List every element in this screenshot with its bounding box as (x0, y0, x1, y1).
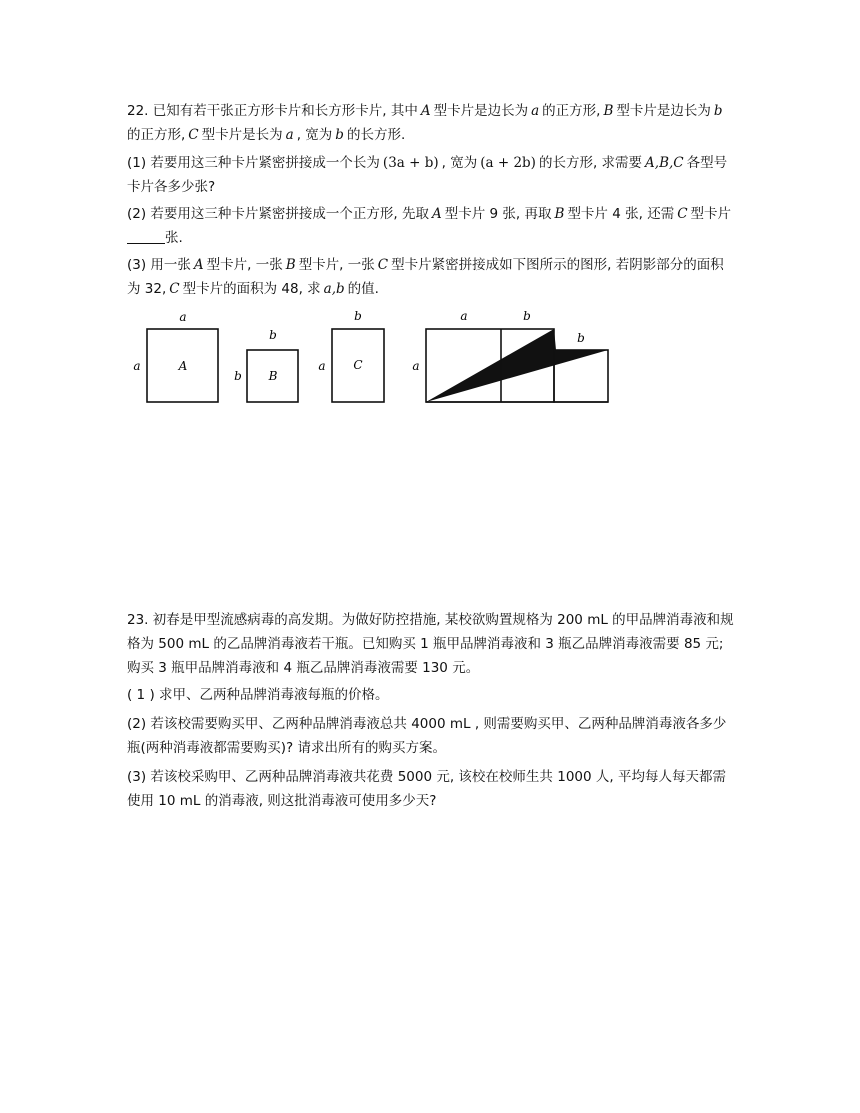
composite-right-b-label: b (577, 331, 585, 345)
text-segment: (2) 若要用这三种卡片紧密拼接成一个正方形, 先取 (127, 206, 429, 222)
math-variable: B (285, 257, 296, 273)
text-segment: 型卡片 (690, 206, 732, 222)
math-variable: A,B,C (645, 155, 684, 171)
text-segment: 型卡片 4 张, 还需 (567, 206, 675, 222)
text-segment: 的正方形, (127, 127, 186, 143)
card-c (318, 309, 384, 402)
math-variable: A (420, 103, 431, 119)
text-segment: 各型号卡片各多少张? (127, 155, 728, 195)
text-segment: 的值. (347, 281, 379, 297)
text-segment: 型卡片是边长为 (616, 103, 711, 119)
composite-top-b-label: b (523, 309, 531, 323)
math-variable: C (169, 281, 180, 297)
composite-top-a-label: a (460, 309, 468, 323)
math-variable: a,b (323, 281, 345, 297)
card-b-center-label: B (268, 369, 278, 383)
card-c-left-label: a (318, 359, 326, 373)
math-variable: b (335, 127, 344, 143)
text-segment: , 宽为 (441, 155, 478, 171)
text-segment: , 宽为 (296, 127, 333, 143)
text-segment: (1) 若要用这三种卡片紧密拼接成一个长为 (127, 155, 380, 171)
math-variable: B (554, 206, 565, 222)
card-a (133, 310, 218, 402)
text-segment: 的长方形, 求需要 (538, 155, 643, 171)
text-segment: 张. (165, 230, 183, 246)
math-variable: A (432, 206, 442, 222)
q22-part1 (127, 151, 737, 199)
math-variable: b (713, 103, 723, 119)
text-segment: 型卡片的面积为 48, 求 (182, 281, 321, 297)
text-segment: 22. 已知有若干张正方形卡片和长方形卡片, 其中 (127, 103, 418, 119)
q23-part3: (3) 若该校采购甲、乙两种品牌消毒液共花费 5000 元, 该校在校师生共 1000 人, 平均每人每天都需使用 10 mL 的消毒液, 则这批消毒液可使用多少天? (127, 769, 726, 809)
card-b (234, 328, 298, 402)
q22-part3 (127, 253, 737, 301)
composite-left-a-label: a (412, 359, 420, 373)
q22-part2 (127, 202, 737, 250)
text-segment: (3) 用一张 (127, 257, 191, 273)
text-segment: 型卡片紧密拼接成如下图所示的图形, 若阴影部分的面积为 32, (127, 257, 724, 297)
text-segment: 型卡片, 一张 (298, 257, 375, 273)
math-expression: (a + 2b) (480, 155, 536, 171)
text-segment: 型卡片是长为 (201, 127, 283, 143)
text-segment: 的正方形, (542, 103, 601, 119)
q23-part2: (2) 若该校需要购买甲、乙两种品牌消毒液总共 4000 mL , 则需要购买甲、乙两种品牌消毒液各多少瓶(两种消毒液都需要购买)? 请求出所有的购买方案。 (127, 716, 727, 756)
math-variable: C (377, 257, 389, 273)
math-expression: (3a + b) (382, 155, 439, 171)
card-b-top-label: b (269, 328, 277, 342)
q22-figure (0, 308, 860, 418)
math-variable: C (677, 206, 688, 222)
composite-figure (412, 309, 608, 402)
math-variable: A (193, 257, 204, 273)
q23-stem: 23. 初春是甲型流感病毒的高发期。为做好防控措施, 某校欲购置规格为 200 mL 的甲品牌消毒液和规格为 500 mL 的乙品牌消毒液若干瓶。已知购买 1 瓶甲品牌消毒液和 3 瓶乙品牌消毒液需要 85 元; 购买 3 瓶甲品牌消毒液和 4 瓶乙品牌消毒液需要 130 元。 (127, 612, 734, 676)
math-variable: a (285, 127, 294, 143)
card-c-top-label: b (354, 309, 362, 323)
card-c-center-label: C (353, 358, 363, 372)
text-segment: 型卡片是边长为 (433, 103, 529, 119)
q23-part1: ( 1 ) 求甲、乙两种品牌消毒液每瓶的价格。 (127, 687, 389, 703)
card-a-center-label: A (178, 359, 188, 373)
math-variable: C (188, 127, 199, 143)
text-segment: 的长方形. (346, 127, 406, 143)
card-b-left-label: b (234, 369, 242, 383)
math-variable: a (531, 103, 540, 119)
text-segment: 型卡片 9 张, 再取 (444, 206, 552, 222)
card-a-top-label: a (179, 310, 187, 324)
card-a-left-label: a (133, 359, 141, 373)
q22-stem (127, 99, 737, 147)
math-variable: B (603, 103, 614, 119)
answer-blank (127, 229, 165, 244)
text-segment: 型卡片, 一张 (206, 257, 283, 273)
